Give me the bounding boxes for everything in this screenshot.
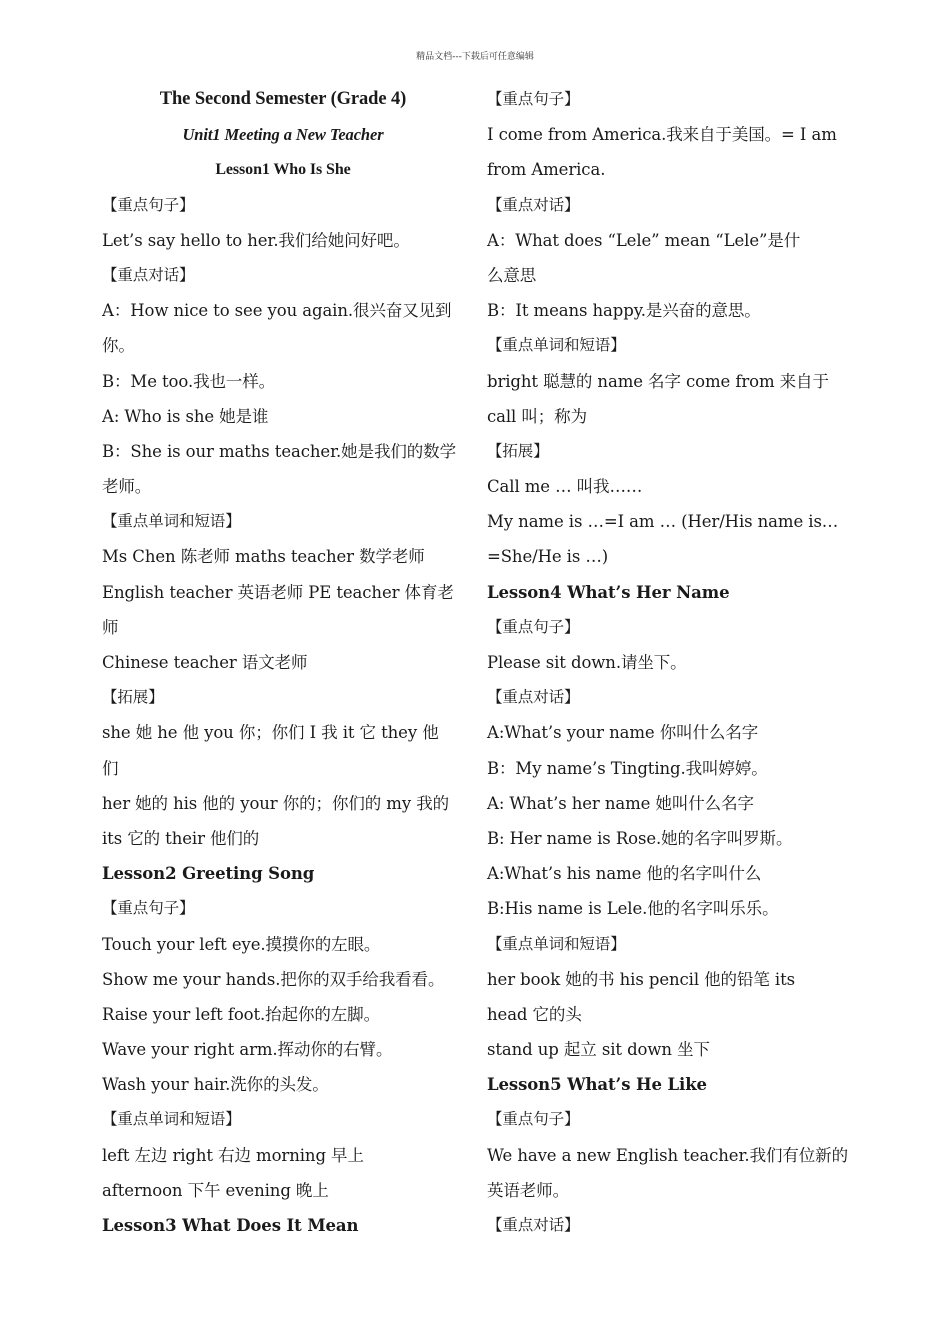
text-line: I come from America.我来自于美国。= I am [487,125,837,145]
text-line: 英语老师。 [487,1180,570,1200]
unit-title: Unit1 Meeting a New Teacher [182,125,384,145]
text-line: 老师。 [102,477,152,497]
section-tag: 【重点句子】 [487,1110,580,1129]
text-line: her 她的 his 他的 your 你的；你们的 my 我的 [102,793,450,813]
text-line: stand up 起立 sit down 坐下 [487,1040,710,1060]
text-line: English teacher 英语老师 PE teacher 体育老 [102,582,454,602]
text-line: from America. [487,160,606,180]
text-line: B：It means happy.是兴奋的意思。 [487,301,761,321]
text-line: 师 [102,617,119,637]
text-line: B：She is our maths teacher.她是我们的数学 [102,441,456,461]
left-column [102,82,464,1243]
text-line: A: Who is she 她是谁 [102,406,269,426]
section-tag: 【重点单词和短语】 [102,1110,241,1129]
text-line: Please sit down.请坐下。 [487,653,687,672]
section-tag: 【重点对话】 [487,688,580,707]
section-tag: 【重点对话】 [487,1216,580,1234]
section-tag: 【拓展】 [487,441,549,460]
text-line: Ms Chen 陈老师 maths teacher 数学老师 [102,547,425,567]
lesson-heading: Lesson5 What’s He Like [487,1075,707,1095]
section-tag: 【重点句子】 [487,90,580,108]
text-line: she 她 he 他 you 你；你们 I 我 it 它 they 他 [102,723,439,743]
section-tag: 【重点单词和短语】 [487,934,626,953]
text-line: A:What’s his name 他的名字叫什么 [487,864,762,884]
text-line: Show me your hands.把你的双手给我看看。 [102,969,445,989]
text-line: We have a new English teacher.我们有位新的 [487,1145,848,1165]
text-line: bright 聪慧的 name 名字 come from 来自于 [487,371,829,391]
text-line: A：How nice to see you again.很兴奋又见到 [102,301,452,321]
text-line: A: What’s her name 她叫什么名字 [487,793,754,813]
section-tag: 【重点单词和短语】 [487,336,626,355]
lesson-heading: Lesson2 Greeting Song [102,864,315,884]
text-line: A：What does “Lele” mean “Lele”是什 [487,230,801,250]
text-line: its 它的 their 他们的 [102,828,260,848]
text-line: My name is …=I am … (Her/His name is… [487,512,839,532]
text-line: B：My name’s Tingting.我叫婷婷。 [487,758,768,778]
section-tag: 【重点句子】 [487,617,580,636]
lesson-heading: Lesson4 What’s Her Name [487,582,730,602]
lesson-heading: Lesson1 Who Is She [215,161,351,179]
text-line: B：Me too.我也一样。 [102,371,276,391]
text-line: Let’s say hello to her.我们给她问好吧。 [102,230,410,250]
text-line: left 左边 right 右边 morning 早上 [102,1145,364,1165]
text-line: 么意思 [487,265,537,285]
text-line: head 它的头 [487,1004,582,1024]
section-tag: 【重点单词和短语】 [102,512,241,531]
text-line: Raise your left foot.抬起你的左脚。 [102,1004,380,1024]
lesson-heading: Lesson3 What Does It Mean [102,1216,359,1235]
text-line: A:What’s your name 你叫什么名字 [487,723,759,743]
text-line: her book 她的书 his pencil 他的铅笔 its [487,969,795,989]
text-line: call 叫；称为 [487,406,587,426]
section-tag: 【重点对话】 [102,265,195,284]
text-line: 们 [102,758,119,778]
section-tag: 【重点句子】 [102,899,195,918]
text-line: afternoon 下午 evening 晚上 [102,1180,329,1200]
right-column [487,82,849,1243]
text-line: Wash your hair.洗你的头发。 [102,1075,329,1095]
section-tag: 【拓展】 [102,688,164,707]
section-tag: 【重点句子】 [102,195,195,214]
text-line: 你。 [102,336,135,356]
text-line: Call me … 叫我…… [487,477,643,497]
text-line: Touch your left eye.摸摸你的左眼。 [102,934,381,954]
text-line: Wave your right arm.挥动你的右臂。 [102,1040,393,1060]
text-line: B: Her name is Rose.她的名字叫罗斯。 [487,828,793,848]
text-line: =She/He is …) [487,547,609,567]
page-header-note: 精品文档---下载后可任意编辑 [416,52,534,62]
document-title: The Second Semester (Grade 4) [159,89,407,109]
text-line: Chinese teacher 语文老师 [102,653,308,672]
text-line: B:His name is Lele.他的名字叫乐乐。 [487,899,779,919]
section-tag: 【重点对话】 [487,195,580,214]
